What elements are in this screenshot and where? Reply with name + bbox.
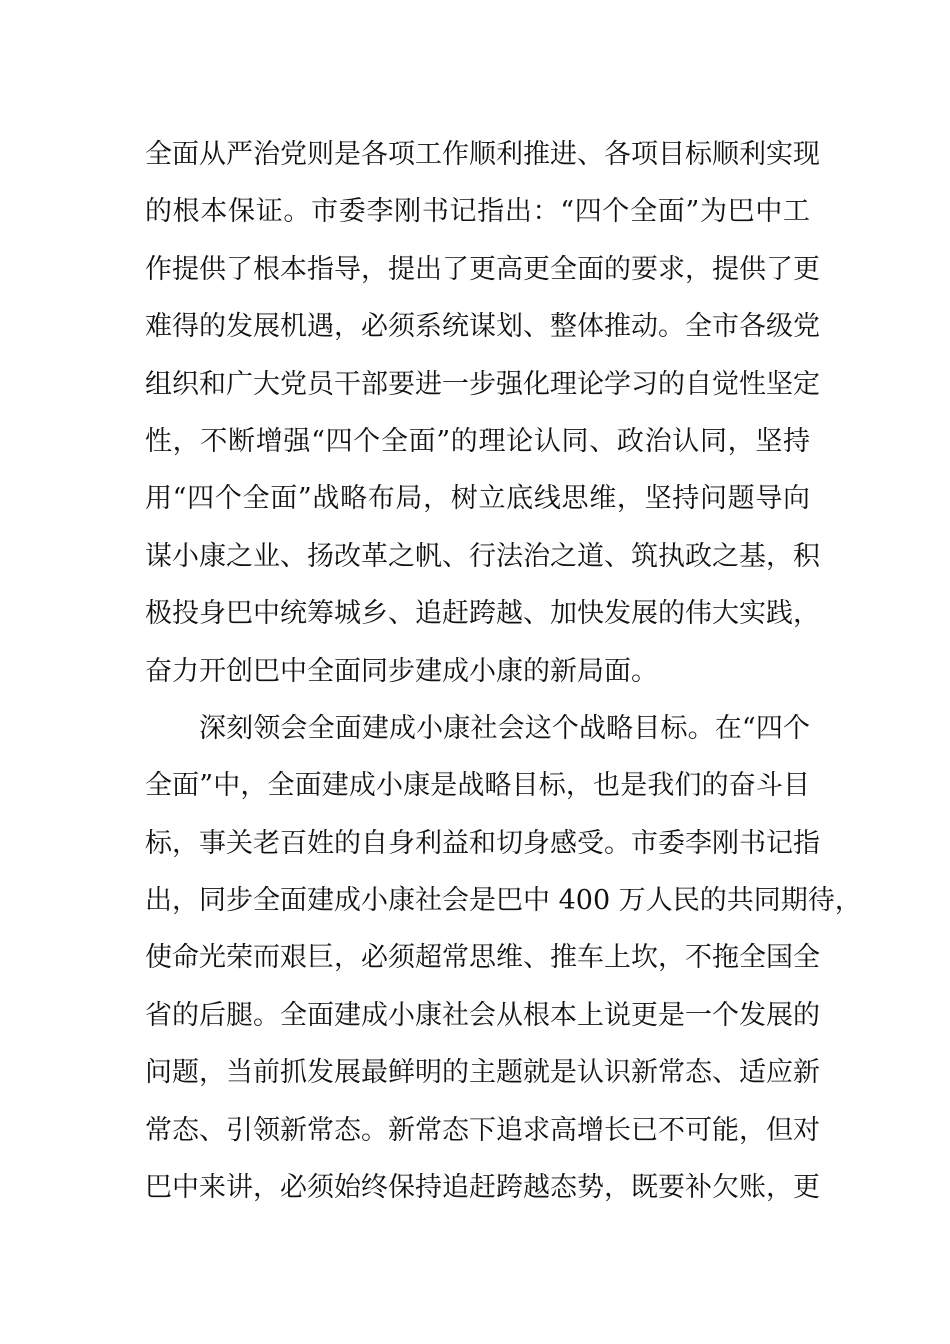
text-line: 组织和广大党员干部要进一步强化理论学习的自觉性坚定 xyxy=(145,368,820,400)
text-line: 巴中来讲，必须始终保持追赶跨越态势，既要补欠账，更 xyxy=(145,1172,820,1204)
text-line: 问题，当前抓发展最鲜明的主题就是认识新常态、适应新 xyxy=(145,1057,820,1089)
text-line: 作提供了根本指导，提出了更高更全面的要求，提供了更 xyxy=(145,253,820,285)
text-line: 出，同步全面建成小康社会是巴中 400 万人民的共同期待， xyxy=(145,885,862,917)
text-line: 奋力开创巴中全面同步建成小康的新局面。 xyxy=(145,655,658,687)
text-line: 用“四个全面”战略布局，树立底线思维，坚持问题导向 xyxy=(145,483,810,515)
text-line: 深刻领会全面建成小康社会这个战略目标。在“四个 xyxy=(199,712,810,744)
text-line: 谋小康之业、扬改革之帆、行法治之道、筑执政之基，积 xyxy=(145,540,820,572)
text-line: 标，事关老百姓的自身利益和切身感受。市委李刚书记指 xyxy=(145,827,820,859)
text-line: 难得的发展机遇，必须系统谋划、整体推动。全市各级党 xyxy=(145,311,820,343)
paragraph-2 xyxy=(145,700,862,1217)
document-body xyxy=(145,126,862,1216)
text-line: 性，不断增强“四个全面”的理论认同、政治认同，坚持 xyxy=(145,425,810,457)
paragraph-1 xyxy=(145,126,820,700)
text-line: 使命光荣而艰巨，必须超常思维、推车上坎，不拖全国全 xyxy=(145,942,820,974)
text-line: 常态、引领新常态。新常态下追求高增长已不可能，但对 xyxy=(145,1114,820,1146)
text-line: 全面”中，全面建成小康是战略目标，也是我们的奋斗目 xyxy=(145,770,810,802)
text-line: 省的后腿。全面建成小康社会从根本上说更是一个发展的 xyxy=(145,999,820,1031)
text-line: 极投身巴中统筹城乡、追赶跨越、加快发展的伟大实践， xyxy=(145,598,820,630)
text-line: 的根本保证。市委李刚书记指出：“四个全面”为巴中工 xyxy=(145,196,810,228)
text-line: 全面从严治党则是各项工作顺利推进、各项目标顺利实现 xyxy=(145,139,820,170)
